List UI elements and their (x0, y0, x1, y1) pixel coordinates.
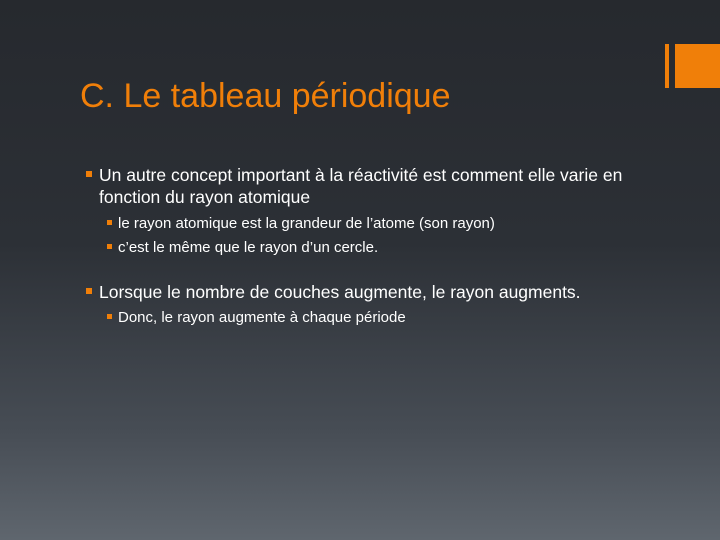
sub-bullet-item (86, 214, 676, 233)
sub-bullet-text: le rayon atomique est la grandeur de l’atome (son rayon) (118, 215, 495, 232)
accent-bar-thick (675, 44, 720, 88)
square-bullet-icon (86, 171, 92, 177)
bullet-text: Lorsque le nombre de couches augmente, le rayon augments. (99, 282, 581, 302)
sub-bullet-item (86, 238, 676, 257)
bullet-item (86, 164, 676, 208)
square-bullet-icon (86, 288, 92, 294)
square-bullet-icon (107, 220, 112, 225)
bullet-item (86, 281, 676, 303)
square-bullet-icon (107, 314, 112, 319)
sub-bullet-text: c’est le même que le rayon d’un cercle. (118, 239, 379, 256)
sub-bullet-text: Donc, le rayon augmente à chaque période (118, 309, 406, 326)
square-bullet-icon (107, 244, 112, 249)
slide-title: C. Le tableau périodique (80, 77, 451, 115)
sub-bullet-item (86, 308, 676, 327)
bullet-text: Un autre concept important à la réactivité est comment elle varie en fonction du rayon atomique (99, 165, 623, 207)
bullet-list (86, 164, 676, 327)
accent-bar-thin (665, 44, 669, 88)
